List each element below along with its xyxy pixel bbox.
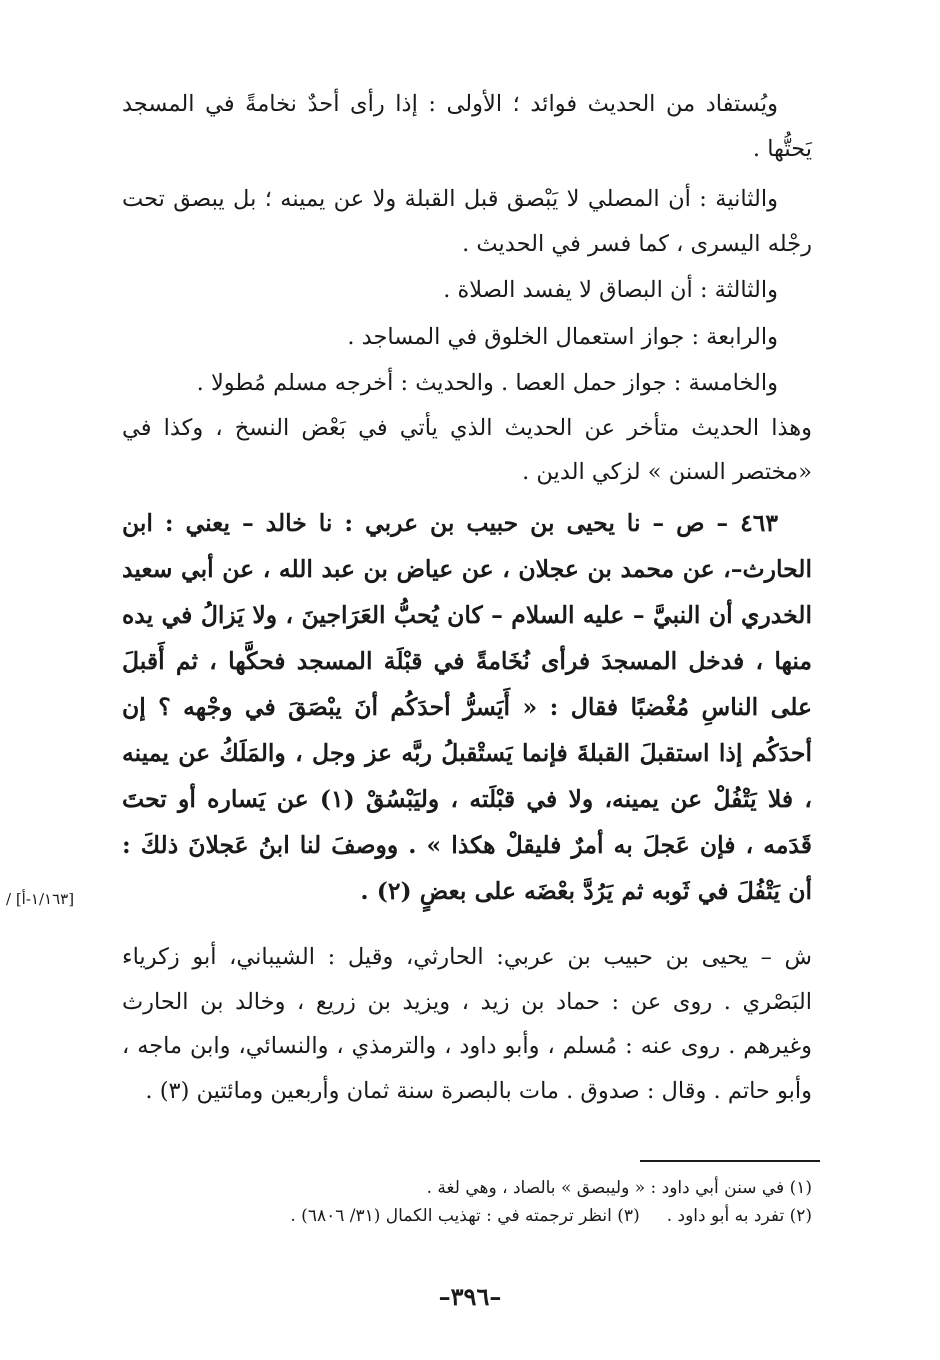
benefit-second: والثانية : أن المصلي لا يَبْصق قبل القبلة ولا عن يمينه ؛ بل يبصق تحت رجْله اليسرى ، كما فسر في الحديث . — [122, 186, 812, 257]
page-number: –٣٩٦– — [438, 1282, 502, 1311]
footnote-2-3: (٢) تفرد به أبو داود . (٣) انظر ترجمته في : تهذيب الكمال (٣١/ ٦٨٠٦) . — [290, 1206, 812, 1226]
hadith-text — [122, 500, 812, 914]
hadith-paragraph: ٤٦٣ – ص – نا يحيى بن حبيب بن عربي : نا خالد – يعني : ابن الحارث–، عن محمد بن عجلان ، عن عياض بن عبد الله ، عن أبي سعيد الخدري أن النبيَّ – عليه السلام – كان يُحبُّ العَرَاجينَ ، ولا يَزالُ في يده منها ، فدخل المسجدَ فرأى نُخَامةً في قبْلَة المسجد فحكَّها ، ثم أَقبلَ على الناسِ مُغْضبًا فقال : « أَيَسرُّ أحدَكُم أنَ يبْصَقَ في وجْهه ؟ إن أحدَكُم إذا استقبلَ القبلةَ فإنما يَستْقبلُ ربَّه عز وجل ، والمَلَكُ عن يمينه ، فلا يَتْفُلْ عن يمينه، ولا في قبْلَته ، وليَبْسُقْ (١) عن يَساره أو تحتَ قَدَمه ، فإن عَجلَ به أمرٌ فليقلْ هكذا » . ووصفَ لنا ابنُ عَجلانَ ذلكَ : أن يَتْفُلَ في ثَوبه ثم يَرُدَّ بعْضَه على بعضٍ (٢) . — [122, 509, 812, 905]
hadith-order-note: وهذا الحديث متأخر عن الحديث الذي يأتي في بَعْض النسخ ، وكذا في «مختصر السنن » لزكي الدين . — [122, 414, 812, 485]
footnote-1: (١) في سنن أبي داود : « وليبصق » بالصاد ، وهي لغة . — [426, 1178, 812, 1198]
margin-manuscript-ref: [١/١٦٣-أ] / — [6, 890, 75, 908]
benefit-fifth: والخامسة : جواز حمل العصا . والحديث : أخرجه مسلم مُطولا . — [196, 370, 778, 396]
sharh-section — [122, 935, 812, 1113]
benefit-first: ويُستفاد من الحديث فوائد ؛ الأولى : إذا رأى أحدٌ نخامةً في المسجد يَحتُّها . — [122, 91, 812, 162]
footnotes — [122, 1174, 812, 1230]
benefit-third: والثالثة : أن البصاق لا يفسد الصلاة . — [443, 277, 778, 303]
benefit-fourth: والرابعة : جواز استعمال الخلوق في المساجد . — [347, 323, 778, 350]
footnote-divider — [640, 1160, 820, 1162]
sharh-paragraph: ش – يحيى بن حبيب بن عربي: الحارثي، وقيل : الشيباني، أبو زكرياء البَصْري . روى عن : حماد بن زيد ، ويزيد بن زريع ، وخالد بن الحارث وغيرهم . روى عنه : مُسلم ، وأبو داود ، والترمذي ، والنسائي، وابن ماجه ، وأبو حاتم . وقال : صدوق . مات بالبصرة سنة ثمان وأربعين ومائتين (٣) . — [122, 944, 812, 1104]
commentary-section — [122, 82, 812, 495]
